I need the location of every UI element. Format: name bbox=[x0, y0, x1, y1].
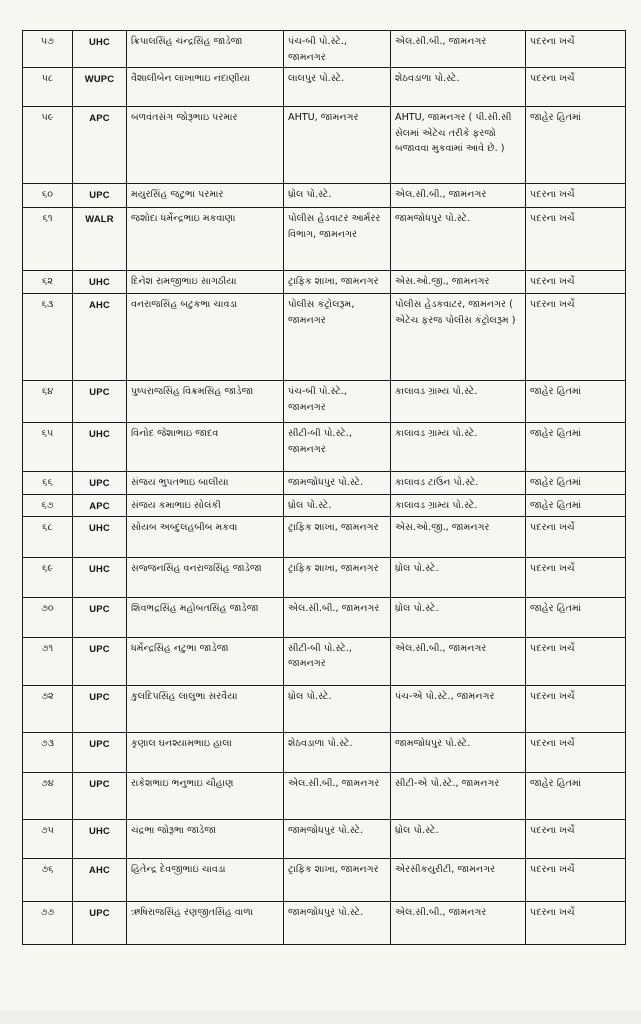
row-number-cell: ૬૨ bbox=[23, 271, 73, 294]
table-row bbox=[23, 381, 626, 423]
rank-cell: UPC bbox=[73, 901, 127, 944]
table-row bbox=[23, 495, 626, 517]
employee-name-cell: સજ્જનસિંહ વનરાજસિંહ જાડેજા bbox=[127, 557, 284, 597]
transfer-reason-cell: પદરના ખર્ચે bbox=[526, 637, 626, 685]
employee-name-cell: ઋષિરાજસિંહ રણજીતસિંહ વાળા bbox=[127, 901, 284, 944]
rank-cell: AHC bbox=[73, 294, 127, 381]
table-row bbox=[23, 557, 626, 597]
employee-name-cell: વૈશાલીબેન લાખાભાઇ નંદાણીયા bbox=[127, 68, 284, 107]
transfer-reason-cell: પદરના ખર્ચે bbox=[526, 685, 626, 732]
current-posting-cell: એલ.સી.બી., જામનગર bbox=[284, 597, 391, 637]
row-number-cell: ૬૯ bbox=[23, 557, 73, 597]
employee-name-cell: દિનેશ રામજીભાઇ સાગઠીયા bbox=[127, 271, 284, 294]
new-posting-cell: ધ્રોલ પો.સ્ટે. bbox=[391, 597, 526, 637]
employee-name-cell: જશોદા ધર્મેન્દ્રભાઇ મકવાણા bbox=[127, 208, 284, 271]
transfer-reason-cell: જાહેર હિતમાં bbox=[526, 495, 626, 517]
employee-name-cell: વનરાજસિંહ બટુકભા ચાવડા bbox=[127, 294, 284, 381]
new-posting-cell: કાલાવડ ટાઉન પો.સ્ટે. bbox=[391, 472, 526, 495]
rank-cell: UPC bbox=[73, 381, 127, 423]
new-posting-cell: એસ.ઓ.જી., જામનગર bbox=[391, 271, 526, 294]
employee-name-cell: ચંદ્રભા જોરૂભા જાડેજા bbox=[127, 819, 284, 858]
table-row bbox=[23, 772, 626, 819]
row-number-cell: ૭૦ bbox=[23, 597, 73, 637]
employee-name-cell: ધર્મેન્દ્રસિંહ નટુભા જાડેજા bbox=[127, 637, 284, 685]
new-posting-cell: એરસીકયુરીટી, જામનગર bbox=[391, 858, 526, 901]
current-posting-cell: પંચ-બી પો.સ્ટે., જામનગર bbox=[284, 31, 391, 68]
new-posting-cell: એલ.સી.બી., જામનગર bbox=[391, 184, 526, 208]
current-posting-cell: જામજોધપુર પો.સ્ટે. bbox=[284, 819, 391, 858]
transfer-reason-cell: પદરના ખર્ચે bbox=[526, 858, 626, 901]
rank-cell: UHC bbox=[73, 819, 127, 858]
table-row bbox=[23, 685, 626, 732]
rank-cell: UHC bbox=[73, 557, 127, 597]
transfer-reason-cell: પદરના ખર્ચે bbox=[526, 557, 626, 597]
employee-name-cell: સંજય કમાભાઇ સોલંકી bbox=[127, 495, 284, 517]
new-posting-cell: શેઠવડાળા પો.સ્ટે. bbox=[391, 68, 526, 107]
table-row bbox=[23, 858, 626, 901]
table-row bbox=[23, 819, 626, 858]
current-posting-cell: પોલીસ કંટ્રોલરૂમ, જામનગર bbox=[284, 294, 391, 381]
new-posting-cell: પોલીસ હેડકવાટર, જામનગર ( એટેચ ફરજ પોલીસ કંટ્રોલરૂમ ) bbox=[391, 294, 526, 381]
transfer-reason-cell: જાહેર હિતમાં bbox=[526, 772, 626, 819]
row-number-cell: ૬૭ bbox=[23, 495, 73, 517]
table-row bbox=[23, 472, 626, 495]
row-number-cell: ૬૪ bbox=[23, 381, 73, 423]
employee-name-cell: સંજય ભુપતભાઇ બાલીયા bbox=[127, 472, 284, 495]
rank-cell: UHC bbox=[73, 271, 127, 294]
new-posting-cell: સીટી-એ પો.સ્ટે., જામનગર bbox=[391, 772, 526, 819]
rank-cell: UPC bbox=[73, 685, 127, 732]
row-number-cell: ૭૨ bbox=[23, 685, 73, 732]
transfer-reason-cell: પદરના ખર્ચે bbox=[526, 68, 626, 107]
rank-cell: UPC bbox=[73, 597, 127, 637]
row-number-cell: ૫૮ bbox=[23, 68, 73, 107]
table-row bbox=[23, 107, 626, 184]
transfer-reason-cell: પદરના ખર્ચે bbox=[526, 901, 626, 944]
employee-name-cell: બળવંતસંગ જોરૂભાઇ પરમાર bbox=[127, 107, 284, 184]
row-number-cell: ૭૧ bbox=[23, 637, 73, 685]
rank-cell: AHC bbox=[73, 858, 127, 901]
employee-name-cell: સોયબ અબ્દુલહબીબ મકવા bbox=[127, 516, 284, 557]
transfer-reason-cell: જાહેર હિતમાં bbox=[526, 597, 626, 637]
table-row bbox=[23, 597, 626, 637]
row-number-cell: ૭૫ bbox=[23, 819, 73, 858]
new-posting-cell: કાલાવડ ગ્રામ્ય પો.સ્ટે. bbox=[391, 495, 526, 517]
new-posting-cell: ધ્રોલ પો.સ્ટે. bbox=[391, 819, 526, 858]
rank-cell: UHC bbox=[73, 423, 127, 472]
employee-name-cell: હિતેન્દ્ર દેવજીભાઇ ચાવડા bbox=[127, 858, 284, 901]
employee-name-cell: કુલદિપસિંહ લાલુભા સરવૈયા bbox=[127, 685, 284, 732]
page-bottom-edge bbox=[0, 1010, 641, 1024]
rank-cell: UPC bbox=[73, 184, 127, 208]
new-posting-cell: એલ.સી.બી., જામનગર bbox=[391, 901, 526, 944]
transfer-reason-cell: જાહેર હિતમાં bbox=[526, 472, 626, 495]
row-number-cell: ૬૬ bbox=[23, 472, 73, 495]
row-number-cell: ૭૬ bbox=[23, 858, 73, 901]
new-posting-cell: પંચ-એ પો.સ્ટે., જામનગર bbox=[391, 685, 526, 732]
rank-cell: UPC bbox=[73, 637, 127, 685]
employee-name-cell: રાકેશભાઇ ભનુભાઇ ચૌહાણ bbox=[127, 772, 284, 819]
employee-name-cell: વિનોદ જેશાભાઇ જાદવ bbox=[127, 423, 284, 472]
new-posting-cell: એસ.ઓ.જી., જામનગર bbox=[391, 516, 526, 557]
current-posting-cell: ટ્રાફિક શાખા, જામનગર bbox=[284, 858, 391, 901]
current-posting-cell: પંચ-બી પો.સ્ટે., જામનગર bbox=[284, 381, 391, 423]
employee-name-cell: કૃણાલ ઘનશ્યામભાઇ હાલા bbox=[127, 732, 284, 772]
table-row bbox=[23, 732, 626, 772]
table-row bbox=[23, 208, 626, 271]
rank-cell: UHC bbox=[73, 516, 127, 557]
table-body bbox=[23, 31, 626, 945]
current-posting-cell: ટ્રાફિક શાખા, જામનગર bbox=[284, 271, 391, 294]
rank-cell: APC bbox=[73, 495, 127, 517]
current-posting-cell: પોલીસ હેડવાટર આર્મરર વિભાગ, જામનગર bbox=[284, 208, 391, 271]
transfer-reason-cell: પદરના ખર્ચે bbox=[526, 208, 626, 271]
rank-cell: UPC bbox=[73, 472, 127, 495]
row-number-cell: ૬૧ bbox=[23, 208, 73, 271]
new-posting-cell: એલ.સી.બી., જામનગર bbox=[391, 31, 526, 68]
row-number-cell: ૭૩ bbox=[23, 732, 73, 772]
table-row bbox=[23, 294, 626, 381]
row-number-cell: ૬૫ bbox=[23, 423, 73, 472]
row-number-cell: ૭૪ bbox=[23, 772, 73, 819]
rank-cell: APC bbox=[73, 107, 127, 184]
table-row bbox=[23, 271, 626, 294]
transfer-reason-cell: પદરના ખર્ચે bbox=[526, 184, 626, 208]
current-posting-cell: શેઠવડાળા પો.સ્ટે. bbox=[284, 732, 391, 772]
current-posting-cell: સીટી-બી પો.સ્ટે., જામનગર bbox=[284, 637, 391, 685]
transfer-reason-cell: પદરના ખર્ચે bbox=[526, 516, 626, 557]
employee-name-cell: પુષ્પરાજસિંહ વિક્રમસિંહ જાડેજા bbox=[127, 381, 284, 423]
transfer-reason-cell: જાહેર હિતમાં bbox=[526, 423, 626, 472]
current-posting-cell: જામજોધપુર પો.સ્ટે. bbox=[284, 472, 391, 495]
current-posting-cell: જામજોધપુર પો.સ્ટે. bbox=[284, 901, 391, 944]
current-posting-cell: ટ્રાફિક શાખા, જામનગર bbox=[284, 557, 391, 597]
employee-name-cell: શિવભદ્રસિંહ મહોબતસિંહ જાડેજા bbox=[127, 597, 284, 637]
new-posting-cell: AHTU, જામનગર ( પી.સી.સી સેલમાં એટેચ તરીકે ફરજો બજાવવા મુકવામાં આવે છે. ) bbox=[391, 107, 526, 184]
new-posting-cell: કાલાવડ ગ્રામ્ય પો.સ્ટે. bbox=[391, 423, 526, 472]
rank-cell: WUPC bbox=[73, 68, 127, 107]
new-posting-cell: એલ.સી.બી., જામનગર bbox=[391, 637, 526, 685]
transfer-reason-cell: પદરના ખર્ચે bbox=[526, 271, 626, 294]
current-posting-cell: એલ.સી.બી., જામનગર bbox=[284, 772, 391, 819]
transfer-reason-cell: પદરના ખર્ચે bbox=[526, 819, 626, 858]
transfer-reason-cell: પદરના ખર્ચે bbox=[526, 31, 626, 68]
rank-cell: UHC bbox=[73, 31, 127, 68]
new-posting-cell: ધ્રોલ પો.સ્ટે. bbox=[391, 557, 526, 597]
table-row bbox=[23, 901, 626, 944]
row-number-cell: ૫૯ bbox=[23, 107, 73, 184]
row-number-cell: ૬૮ bbox=[23, 516, 73, 557]
current-posting-cell: ધ્રોલ પો.સ્ટે. bbox=[284, 495, 391, 517]
transfer-table bbox=[22, 30, 626, 945]
employee-name-cell: મયુરસિંહ જટુભા પરમાર bbox=[127, 184, 284, 208]
new-posting-cell: જામજોધપુર પો.સ્ટે. bbox=[391, 208, 526, 271]
transfer-reason-cell: પદરના ખર્ચે bbox=[526, 294, 626, 381]
transfer-reason-cell: જાહેર હિતમાં bbox=[526, 381, 626, 423]
employee-name-cell: ક્રિપાલસિંહ ચંન્દ્રસિંહ જાડેજા bbox=[127, 31, 284, 68]
table-row bbox=[23, 31, 626, 68]
row-number-cell: ૬૦ bbox=[23, 184, 73, 208]
current-posting-cell: ટ્રાફિક શાખા, જામનગર bbox=[284, 516, 391, 557]
current-posting-cell: લાલપુર પો.સ્ટે. bbox=[284, 68, 391, 107]
transfer-reason-cell: જાહેર હિતમાં bbox=[526, 107, 626, 184]
current-posting-cell: સીટી-બી પો.સ્ટે., જામનગર bbox=[284, 423, 391, 472]
table-row bbox=[23, 184, 626, 208]
table-row bbox=[23, 637, 626, 685]
new-posting-cell: જામજોધપુર પો.સ્ટે. bbox=[391, 732, 526, 772]
row-number-cell: ૫૭ bbox=[23, 31, 73, 68]
current-posting-cell: AHTU, જામનગર bbox=[284, 107, 391, 184]
current-posting-cell: ધ્રોલ પો.સ્ટે. bbox=[284, 685, 391, 732]
rank-cell: WALR bbox=[73, 208, 127, 271]
new-posting-cell: કાલાવડ ગ્રામ્ય પો.સ્ટે. bbox=[391, 381, 526, 423]
row-number-cell: ૭૭ bbox=[23, 901, 73, 944]
row-number-cell: ૬૩ bbox=[23, 294, 73, 381]
transfer-reason-cell: પદરના ખર્ચે bbox=[526, 732, 626, 772]
rank-cell: UPC bbox=[73, 732, 127, 772]
rank-cell: UPC bbox=[73, 772, 127, 819]
table-row bbox=[23, 423, 626, 472]
table-row bbox=[23, 68, 626, 107]
table-row bbox=[23, 516, 626, 557]
current-posting-cell: ધ્રોલ પો.સ્ટે. bbox=[284, 184, 391, 208]
